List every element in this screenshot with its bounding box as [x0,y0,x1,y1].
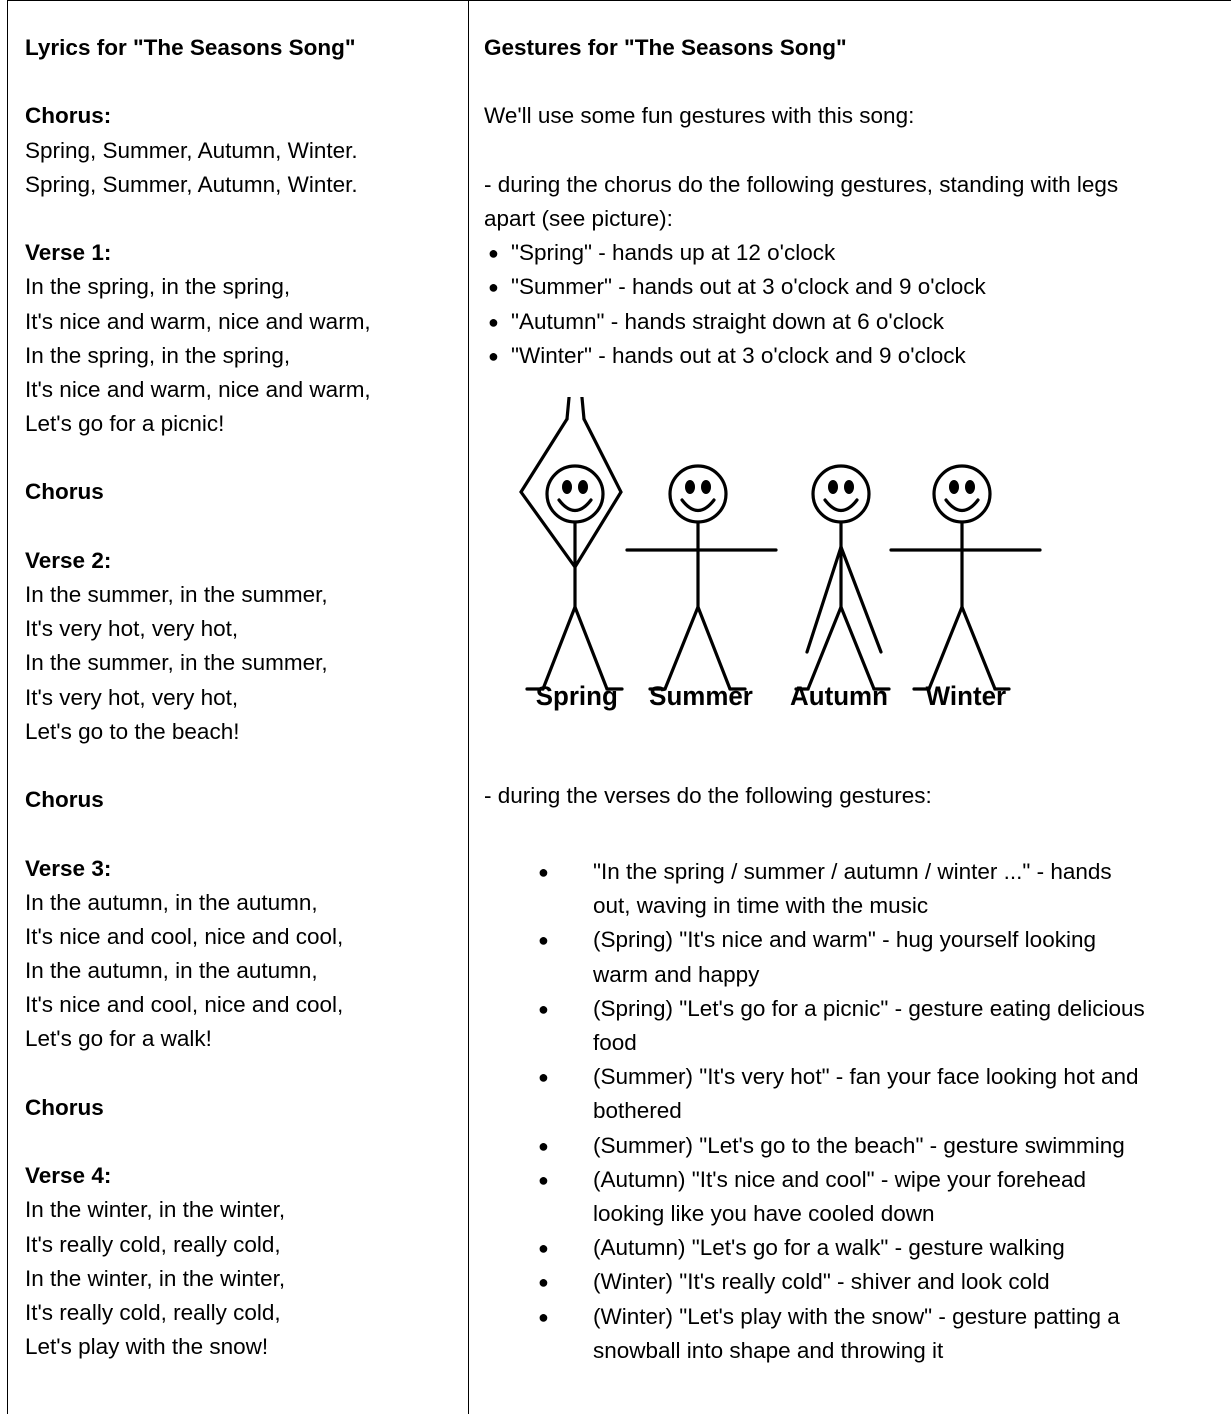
list-item: ● (Autumn) "It's nice and cool" - wipe your forehead looking like you have cooled down [538,1163,1218,1231]
lyrics-column [8,1,469,1414]
bullet-icon: ● [538,1067,549,1088]
winter-figure [891,466,1040,689]
list-item: ● "Spring" - hands up at 12 o'clock [484,236,1118,270]
stick-figures-illustration [507,397,1067,757]
verse-line: It's nice and warm, nice and warm, [25,376,371,402]
bullet-icon: ● [538,1272,549,1293]
chorus-line: Spring, Summer, Autumn, Winter. [25,171,358,197]
list-item: ● "In the spring / summer / autumn / winter ..." - hands out, waving in time with the music [538,855,1218,923]
verse-gestures-intro: - during the verses do the following gestures: [484,783,932,808]
autumn-figure [796,466,889,689]
list-item: ● (Summer) "Let's go to the beach" - gesture swimming [538,1129,1218,1163]
bullet-icon: ● [488,243,499,264]
chorus-intro: - during the chorus do the following gestures, standing with legs [484,171,1119,197]
lyrics-gestures-table [7,0,1231,1414]
chorus-intro: apart (see picture): [484,205,673,231]
figure-label-winter: Winter [925,681,1007,711]
list-item: ● "Winter" - hands out at 3 o'clock and 9 o'clock [484,339,1118,373]
list-item: ● (Spring) "Let's go for a picnic" - gesture eating delicious food [538,992,1218,1060]
chorus-gesture-list [484,236,1118,373]
chorus-repeat: Chorus [25,479,104,505]
verse-line: It's nice and cool, nice and cool, [25,992,344,1018]
verse-line: In the summer, in the summer, [25,650,328,676]
figure-label-spring: Spring [535,681,618,711]
gestures-text [484,31,1118,373]
bullet-icon: ● [538,1169,549,1190]
bullet-icon: ● [488,277,499,298]
verse-line: It's very hot, very hot, [25,684,239,710]
verse-line: Let's play with the snow! [25,1334,269,1360]
verse-line: In the autumn, in the autumn, [25,958,318,984]
verse-line: It's really cold, really cold, [25,1231,281,1257]
chorus-line: Spring, Summer, Autumn, Winter. [25,137,358,163]
list-item: ● (Winter) "It's really cold" - shiver and look cold [538,1265,1218,1299]
verse-line: It's nice and cool, nice and cool, [25,923,344,949]
verse-heading: Verse 3: [25,855,112,881]
verse-line: It's really cold, really cold, [25,1299,281,1325]
verse-heading: Verse 4: [25,1163,112,1189]
figure-label-autumn: Autumn [790,681,888,711]
gestures-intro: We'll use some fun gestures with this song: [484,103,915,129]
verse-line: In the spring, in the spring, [25,342,291,368]
verse-heading: Verse 2: [25,547,112,573]
chorus-repeat: Chorus [25,1094,104,1120]
bullet-icon: ● [488,311,499,332]
bullet-icon: ● [538,862,549,882]
bullet-icon: ● [538,1238,549,1259]
verse-line: In the summer, in the summer, [25,582,328,607]
bullet-icon: ● [538,998,549,1019]
spring-figure [521,397,622,689]
bullet-icon: ● [538,1306,549,1327]
list-item: ● (Winter) "Let's play with the snow" - gesture patting a snowball into shape and throwing it [538,1300,1218,1368]
verse-line: Let's go for a walk! [25,1026,212,1052]
list-item: ● "Autumn" - hands straight down at 6 o'clock [484,305,1118,339]
list-item: ● (Spring) "It's nice and warm" - hug yourself looking warm and happy [538,923,1218,991]
list-item: ● "Summer" - hands out at 3 o'clock and 9 o'clock [484,270,1118,304]
verse-line: In the spring, in the spring, [25,274,291,300]
chorus-repeat: Chorus [25,787,104,813]
bullet-icon: ● [488,345,499,366]
verse-line: In the autumn, in the autumn, [25,889,318,915]
lyrics-text [25,31,371,1364]
verse-gesture-list [538,855,1218,1368]
verse-heading: Verse 1: [25,240,112,266]
figure-label-summer: Summer [649,681,753,711]
list-item: ● (Autumn) "Let's go for a walk" - gesture walking [538,1231,1218,1265]
verse-line: Let's go for a picnic! [25,411,225,437]
bullet-icon: ● [538,1135,549,1156]
bullet-icon: ● [538,930,549,951]
verse-line: In the winter, in the winter, [25,1197,286,1223]
list-item: ● (Summer) "It's very hot" - fan your face looking hot and bothered [538,1060,1218,1128]
gestures-column [469,1,1231,1414]
chorus-heading: Chorus: [25,103,112,129]
gestures-title: Gestures for "The Seasons Song" [484,35,847,60]
lyrics-title: Lyrics for "The Seasons Song" [25,35,356,60]
verse-line: It's nice and warm, nice and warm, [25,308,371,334]
verse-line: In the winter, in the winter, [25,1265,286,1291]
summer-figure [627,466,776,689]
verse-line: It's very hot, very hot, [25,616,239,642]
verse-line: Let's go to the beach! [25,718,240,744]
